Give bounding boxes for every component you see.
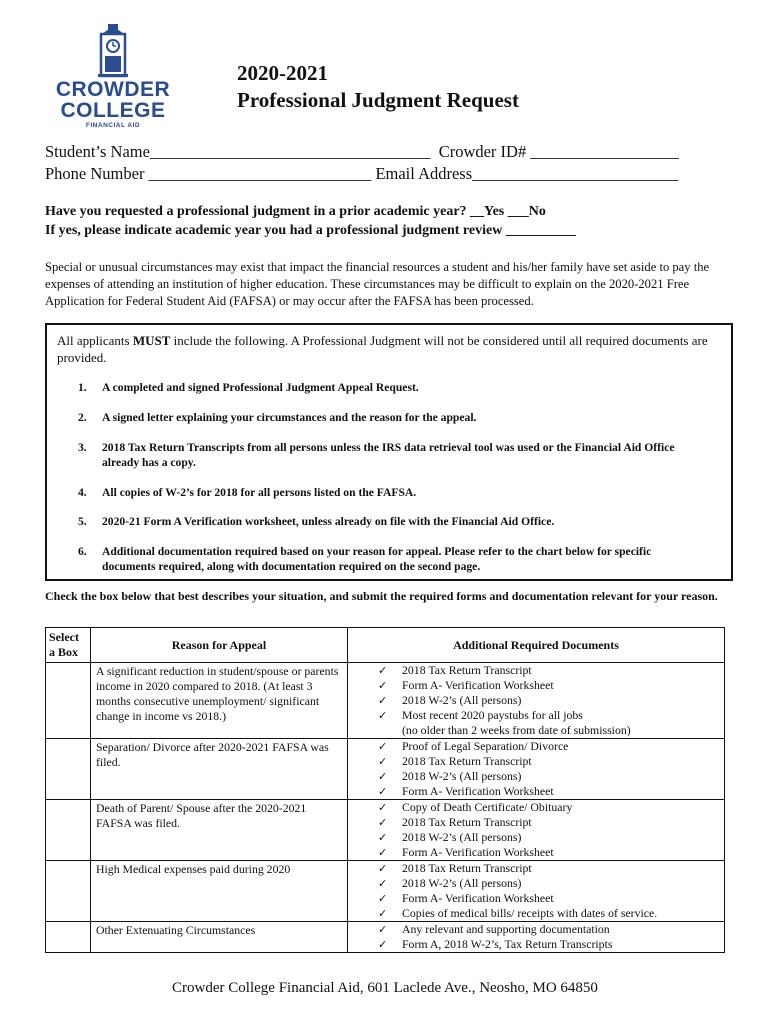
- requirements-box: [45, 323, 733, 581]
- title-year: 2020-2021: [237, 61, 328, 85]
- list-item: [378, 876, 720, 891]
- checkmark-icon: ✓: [378, 770, 388, 783]
- prior-year-question[interactable]: If yes, please indicate academic year you had a professional judgment review __________: [45, 223, 576, 238]
- list-item: [378, 937, 720, 952]
- requirement-text: A signed letter explaining your circumstances and the reason for the appeal.: [102, 411, 477, 424]
- reason-cell: Other Extenuating Circumstances: [91, 922, 348, 953]
- doc-text: Form A- Verification Worksheet: [402, 678, 554, 692]
- logo-subtitle: FINANCIAL AID: [85, 122, 141, 129]
- docs-cell: [348, 800, 725, 861]
- table-row: [46, 663, 725, 739]
- checkmark-icon: ✓: [378, 694, 388, 707]
- requirement-text: A completed and signed Professional Judgment Appeal Request.: [102, 381, 419, 394]
- checkmark-icon: ✓: [378, 740, 388, 753]
- doc-text: 2018 W-2’s (All persons): [402, 876, 522, 890]
- checkmark-icon: ✓: [378, 664, 388, 677]
- select-box[interactable]: [46, 922, 91, 953]
- doc-text: Copy of Death Certificate/ Obituary: [402, 800, 573, 814]
- list-item: [378, 800, 720, 815]
- requirement-number: 4.: [78, 486, 87, 499]
- doc-text: Proof of Legal Separation/ Divorce: [402, 739, 569, 753]
- checkmark-icon: ✓: [378, 816, 388, 829]
- doc-note: (no older than 2 weeks from date of submission): [402, 723, 631, 737]
- lead-prefix: All applicants: [57, 333, 133, 348]
- table-row: [46, 800, 725, 861]
- college-logo: [50, 22, 176, 128]
- list-item: [378, 663, 720, 678]
- table-row: [46, 922, 725, 953]
- list-item: [378, 784, 720, 799]
- checkmark-icon: ✓: [378, 877, 388, 890]
- doc-text: Form A- Verification Worksheet: [402, 891, 554, 905]
- reason-header: Reason for Appeal: [91, 628, 348, 663]
- checkmark-icon: ✓: [378, 907, 388, 920]
- bell-tower-icon: [50, 22, 176, 78]
- requirement-number: 3.: [78, 441, 87, 454]
- prior-judgment-question[interactable]: Have you requested a professional judgment in a prior academic year? __Yes ___No: [45, 204, 546, 219]
- select-box-header: Select a Box: [46, 628, 91, 663]
- checkmark-icon: ✓: [378, 892, 388, 905]
- list-item: [378, 693, 720, 708]
- appeal-reasons-table: [45, 627, 725, 953]
- table-row: [46, 739, 725, 800]
- requirement-text: All copies of W-2’s for 2018 for all persons listed on the FAFSA.: [102, 486, 417, 499]
- list-item: [378, 739, 720, 754]
- requirement-number: 2.: [78, 411, 87, 424]
- title-name: Professional Judgment Request: [237, 88, 519, 112]
- checkmark-icon: ✓: [378, 862, 388, 875]
- requirement-text: 2018 Tax Return Transcripts from all persons unless the IRS data retrieval tool was used or the Financial Aid Office already has a copy.: [102, 441, 675, 469]
- list-item: [378, 922, 720, 937]
- checkmark-icon: ✓: [378, 679, 388, 692]
- footer-address: Crowder College Financial Aid, 601 Laclede Ave., Neosho, MO 64850: [172, 980, 598, 996]
- list-item: [378, 891, 720, 906]
- list-item: [378, 769, 720, 784]
- doc-text: Most recent 2020 paystubs for all jobs: [402, 708, 583, 722]
- docs-header: Additional Required Documents: [348, 628, 725, 663]
- phone-email-line[interactable]: Phone Number ___________________________ Email Address_________________________: [45, 164, 679, 183]
- requirement-text: 2020-21 Form A Verification worksheet, unless already on file with the Financial Aid Office.: [102, 515, 555, 528]
- reason-cell: High Medical expenses paid during 2020: [91, 861, 348, 922]
- check-box-instructions: Check the box below that best describes your situation, and submit the required forms and documentation relevant for your reason.: [45, 589, 718, 603]
- list-item: [378, 845, 720, 860]
- select-box[interactable]: [46, 800, 91, 861]
- doc-text: Any relevant and supporting documentation: [402, 922, 610, 936]
- logo-line-1: CROWDER: [55, 78, 171, 101]
- select-box[interactable]: [46, 663, 91, 739]
- doc-text: Copies of medical bills/ receipts with dates of service.: [402, 906, 658, 920]
- doc-text: 2018 W-2’s (All persons): [402, 830, 522, 844]
- page-title: [237, 60, 519, 114]
- doc-text: Form A- Verification Worksheet: [402, 845, 554, 859]
- list-item: [378, 754, 720, 769]
- list-item: [378, 830, 720, 845]
- requirement-text: Additional documentation required based on your reason for appeal. Please refer to the chart below for specific documents required, along with documentation required on the second page.: [102, 545, 652, 573]
- reason-cell: Death of Parent/ Spouse after the 2020-2021 FAFSA was filed.: [91, 800, 348, 861]
- docs-cell: [348, 739, 725, 800]
- docs-cell: [348, 922, 725, 953]
- select-box[interactable]: [46, 739, 91, 800]
- checkmark-icon: ✓: [378, 801, 388, 814]
- checkmark-icon: ✓: [378, 938, 388, 951]
- select-box[interactable]: [46, 861, 91, 922]
- doc-text: 2018 W-2’s (All persons): [402, 693, 522, 707]
- lead-must: MUST: [132, 333, 171, 348]
- doc-text: 2018 Tax Return Transcript: [402, 754, 532, 768]
- list-item: [378, 861, 720, 876]
- list-item: [378, 678, 720, 693]
- doc-text: Form A- Verification Worksheet: [402, 784, 554, 798]
- doc-text: 2018 W-2’s (All persons): [402, 769, 522, 783]
- table-header-row: [46, 628, 725, 663]
- requirement-number: 5.: [78, 515, 87, 528]
- docs-cell: [348, 861, 725, 922]
- requirement-number: 1.: [78, 381, 87, 394]
- checkmark-icon: ✓: [378, 755, 388, 768]
- requirements-lead: [57, 332, 717, 366]
- checkmark-icon: ✓: [378, 846, 388, 859]
- checkmark-icon: ✓: [378, 923, 388, 936]
- list-item: [378, 708, 720, 723]
- list-item: [378, 906, 720, 921]
- checkmark-icon: ✓: [378, 831, 388, 844]
- logo-line-2: COLLEGE: [60, 99, 166, 122]
- checkmark-icon: ✓: [378, 709, 388, 722]
- intro-paragraph: Special or unusual circumstances may exist that impact the financial resources a student and his/her family have set aside to pay the expenses of attending an institution of higher education. These circumstances may be difficult to explain on the 2020-2021 Free Application for Federal Student Aid (FAFSA) or may occur after the FAFSA has been processed.: [45, 260, 710, 308]
- doc-text: 2018 Tax Return Transcript: [402, 815, 532, 829]
- reason-cell: Separation/ Divorce after 2020-2021 FAFSA was filed.: [91, 739, 348, 800]
- docs-cell: [348, 663, 725, 739]
- student-name-id-line[interactable]: Student’s Name__________________________________ Crowder ID# __________________: [45, 142, 679, 161]
- reason-cell: A significant reduction in student/spouse or parents income in 2020 compared to 2018. (At least 3 months consecutive unemployment/ significant change in income vs 2018.): [91, 663, 348, 739]
- checkmark-icon: ✓: [378, 785, 388, 798]
- lead-suffix: include the following. A Professional Judgment will not be considered until all required documents are provided.: [57, 333, 708, 365]
- doc-text: 2018 Tax Return Transcript: [402, 663, 532, 677]
- table-row: [46, 861, 725, 922]
- doc-text: 2018 Tax Return Transcript: [402, 861, 532, 875]
- list-item: [378, 815, 720, 830]
- doc-text: Form A, 2018 W-2’s, Tax Return Transcripts: [402, 937, 613, 951]
- requirement-number: 6.: [78, 545, 87, 558]
